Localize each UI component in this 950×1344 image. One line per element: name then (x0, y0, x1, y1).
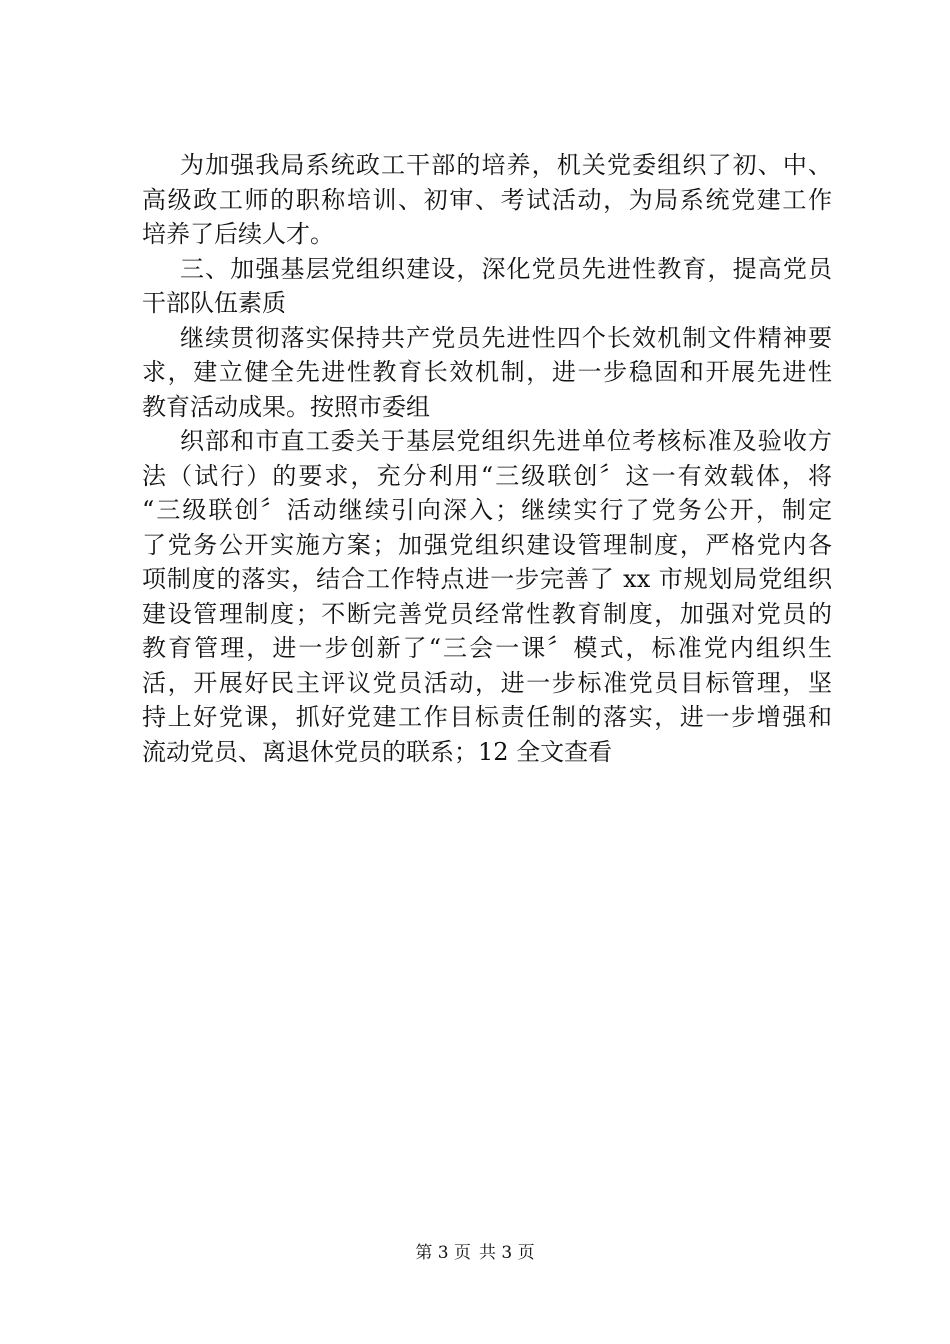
page-total: 共 3 页 (479, 1243, 535, 1263)
paragraph-line: 培养了后续人才。 (142, 220, 334, 248)
section-heading-line: 三、加强基层党组织建设，深化党员先进性教育，提高党员 (180, 254, 832, 283)
paragraph-line: 法（试行）的要求，充分利用“三级联创〞这一有效载体，将 (142, 461, 832, 490)
section-heading-line: 干部队伍素质 (142, 289, 286, 317)
page-number: 第 3 页 (415, 1243, 471, 1263)
paragraph-line: 项制度的落实，结合工作特点进一步完善了 xx 市规划局党组织 (142, 565, 832, 593)
paragraph-line: 活，开展好民主评议党员活动，进一步标准党员目标管理，坚 (142, 668, 832, 697)
paragraph-line: 为加强我局系统政工干部的培养，机关党委组织了初、中、 (180, 151, 832, 179)
page-footer (0, 1242, 950, 1264)
paragraph-line: 高级政工师的职称培训、初审、考试活动，为局系统党建工作 (142, 185, 832, 214)
paragraph-line: 求，建立健全先进性教育长效机制，进一步稳固和开展先进性 (142, 358, 832, 386)
paragraph-line: 建设管理制度；不断完善党员经常性教育制度，加强对党员的 (142, 599, 832, 628)
document-body (142, 148, 832, 769)
paragraph-line: 继续贯彻落实保持共产党员先进性四个长效机制文件精神要 (180, 323, 832, 352)
paragraph-line: 流动党员、离退休党员的联系；12 全文查看 (142, 737, 613, 766)
paragraph-line: 教育管理，进一步创新了“三会一课〞模式，标准党内组织生 (142, 634, 832, 662)
paragraph-line: “三级联创〞活动继续引向深入；继续实行了党务公开，制定 (142, 496, 832, 524)
paragraph-line: 持上好党课，抓好党建工作目标责任制的落实，进一步增强和 (142, 703, 832, 731)
paragraph-line: 教育活动成果。按照市委组 (142, 392, 430, 421)
paragraph-line: 织部和市直工委关于基层党组织先进单位考核标准及验收方 (180, 427, 832, 455)
paragraph-line: 了党务公开实施方案；加强党组织建设管理制度，严格党内各 (142, 530, 832, 559)
